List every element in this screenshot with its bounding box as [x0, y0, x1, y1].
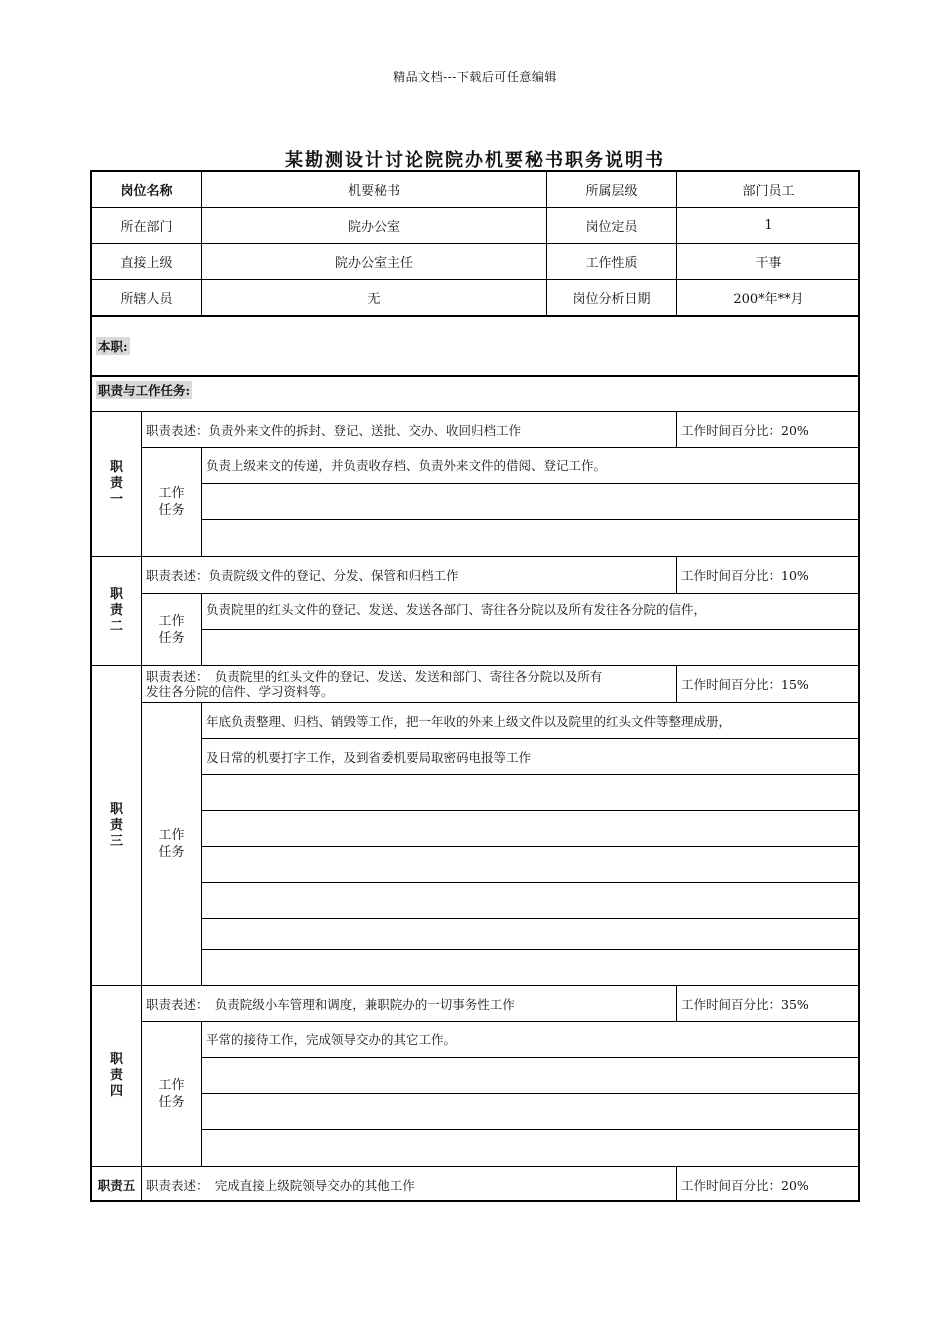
- label-position-name: 岗位名称: [92, 172, 202, 208]
- header-note: 精品文档---下载后可任意编辑: [393, 70, 557, 84]
- label-work-nature: 工作性质: [547, 244, 677, 280]
- duty-2-task-2: [202, 630, 860, 666]
- duty-4-task-2: [202, 1058, 860, 1094]
- duty-5-name: 职责五: [92, 1167, 142, 1202]
- duty-2-task-1: 负责院里的红头文件的登记、发送、发送各部门、寄往各分院以及所有发往各分院的信件，: [202, 594, 860, 630]
- core-duty-row: [92, 317, 860, 377]
- duty-3-task-1: 年底负责整理、归档、销毁等工作，把一年收的外来上级文件以及院里的红头文件等整理成册，: [202, 703, 860, 739]
- duty-3-task-7: [202, 919, 860, 950]
- value-department: 院办公室: [202, 208, 547, 244]
- duty-1-task-2: [202, 484, 860, 520]
- duty-4-task-label: 工作 任务: [142, 1022, 202, 1167]
- duty-4-task-4: [202, 1130, 860, 1167]
- duty-2-task-label: 工作 任务: [142, 594, 202, 666]
- duty-5-description: 职责表述： 完成直接上级院领导交办的其他工作: [142, 1167, 677, 1202]
- duty-1-time-percent: 工作时间百分比：20%: [677, 412, 860, 448]
- duty-3-description: 职责表述： 负责院里的红头文件的登记、发送、发送和部门、寄往各分院以及所有 发往各分院的信件、学习资料等。: [142, 666, 677, 703]
- label-subordinates: 所辖人员: [92, 280, 202, 317]
- duty-1-task-label: 工作 任务: [142, 448, 202, 557]
- value-position-name: 机要秘书: [202, 172, 547, 208]
- duty-4-time-percent: 工作时间百分比：35%: [677, 986, 860, 1022]
- duty-2-description: 职责表述：负责院级文件的登记、分发、保管和归档工作: [142, 557, 677, 594]
- duties-section-row: [92, 377, 860, 412]
- label-analysis-date: 岗位分析日期: [547, 280, 677, 317]
- duty-3-task-4: [202, 811, 860, 847]
- label-level: 所属层级: [547, 172, 677, 208]
- value-supervisor: 院办公室主任: [202, 244, 547, 280]
- duty-1-task-3: [202, 520, 860, 557]
- duty-3-task-label: 工作 任务: [142, 703, 202, 986]
- value-analysis-date: 200*年**月: [677, 280, 860, 317]
- duty-1-task-1: 负责上级来文的传递，并负责收存档、负责外来文件的借阅、登记工作。: [202, 448, 860, 484]
- duty-2-time-percent: 工作时间百分比：10%: [677, 557, 860, 594]
- duty-3-name: 职 责 三: [92, 666, 142, 986]
- duty-4-task-3: [202, 1094, 860, 1130]
- duty-3-time-percent: 工作时间百分比：15%: [677, 666, 860, 703]
- duty-3-task-5: [202, 847, 860, 883]
- duty-4-name: 职 责 四: [92, 986, 142, 1167]
- duty-1-description: 职责表述：负责外来文件的拆封、登记、送批、交办、收回归档工作: [142, 412, 677, 448]
- duties-section-label: 职责与工作任务:: [98, 383, 191, 398]
- duty-4-description: 职责表述： 负责院级小车管理和调度，兼职院办的一切事务性工作: [142, 986, 677, 1022]
- duty-3-task-6: [202, 883, 860, 919]
- label-department: 所在部门: [92, 208, 202, 244]
- job-description-table: [90, 170, 860, 1202]
- duty-5-time-percent: 工作时间百分比：20%: [681, 1177, 809, 1193]
- label-headcount: 岗位定员: [547, 208, 677, 244]
- duty-2-name: 职 责 二: [92, 557, 142, 666]
- duty-3-task-2: 及日常的机要打字工作，及到省委机要局取密码电报等工作: [202, 739, 860, 775]
- core-duty-label: 本职:: [98, 339, 128, 354]
- value-level: 部门员工: [677, 172, 860, 208]
- duty-3-task-3: [202, 775, 860, 811]
- value-subordinates: 无: [202, 280, 547, 317]
- duty-4-task-1: 平常的接待工作，完成领导交办的其它工作。: [202, 1022, 860, 1058]
- value-work-nature: 干事: [677, 244, 860, 280]
- duty-3-task-8: [202, 950, 860, 986]
- document-title: 某勘测设计讨论院院办机要秘书职务说明书: [285, 150, 665, 171]
- duty-1-name: 职 责 一: [92, 412, 142, 557]
- label-supervisor: 直接上级: [92, 244, 202, 280]
- value-headcount: 1: [677, 208, 860, 244]
